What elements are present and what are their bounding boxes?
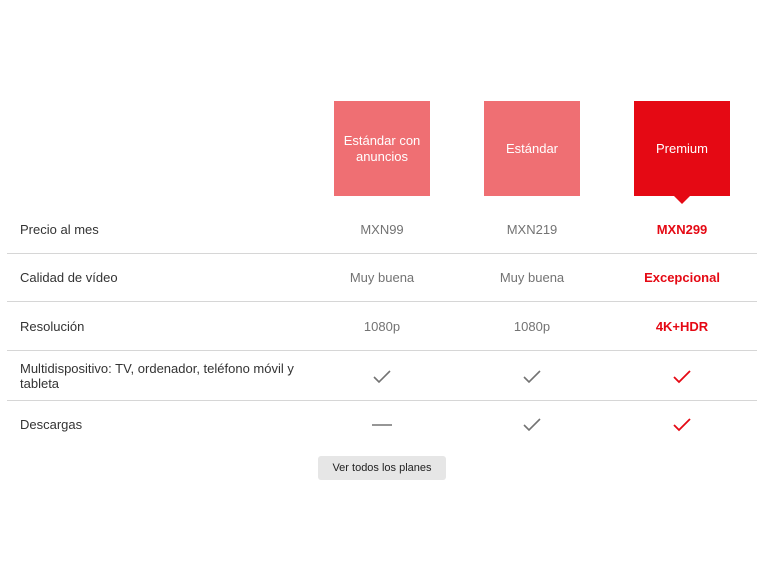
row-divider [7, 301, 757, 302]
row-label-downloads: Descargas [20, 417, 83, 432]
check-icon [307, 368, 457, 385]
dash-icon [307, 416, 457, 433]
row-divider [7, 253, 757, 254]
see-all-plans-button[interactable]: Ver todos los planes [318, 456, 446, 480]
video-quality-plan-2: Muy buena [499, 270, 565, 285]
row-label-video-quality: Calidad de vídeo [20, 270, 118, 285]
check-icon [457, 416, 607, 433]
price-plan-2: MXN219 [506, 222, 558, 237]
resolution-plan-3: 4K+HDR [655, 319, 709, 334]
plan-header-premium[interactable] [634, 101, 730, 196]
row-divider [7, 350, 757, 351]
plan-name: Premium [655, 140, 708, 156]
row-label-resolution: Resolución [20, 319, 85, 334]
resolution-plan-1: 1080p [363, 319, 401, 334]
row-label-multidevice: Multidispositivo: TV, ordenador, teléfono móvil y tableta [20, 361, 294, 391]
check-icon [457, 368, 607, 385]
check-icon [607, 416, 757, 433]
price-plan-1: MXN99 [360, 222, 404, 237]
resolution-plan-2: 1080p [513, 319, 551, 334]
row-label-price: Precio al mes [20, 222, 99, 237]
check-icon [607, 368, 757, 385]
row-divider [7, 400, 757, 401]
plan-name: Estándar [505, 140, 559, 156]
price-plan-3: MXN299 [656, 222, 708, 237]
plan-header-estandar[interactable] [484, 101, 580, 196]
video-quality-plan-3: Excepcional [644, 270, 720, 285]
plan-header-estandar-con-anuncios[interactable] [334, 101, 430, 196]
video-quality-plan-1: Muy buena [349, 270, 415, 285]
plan-name: Estándar con anuncios [343, 132, 421, 164]
